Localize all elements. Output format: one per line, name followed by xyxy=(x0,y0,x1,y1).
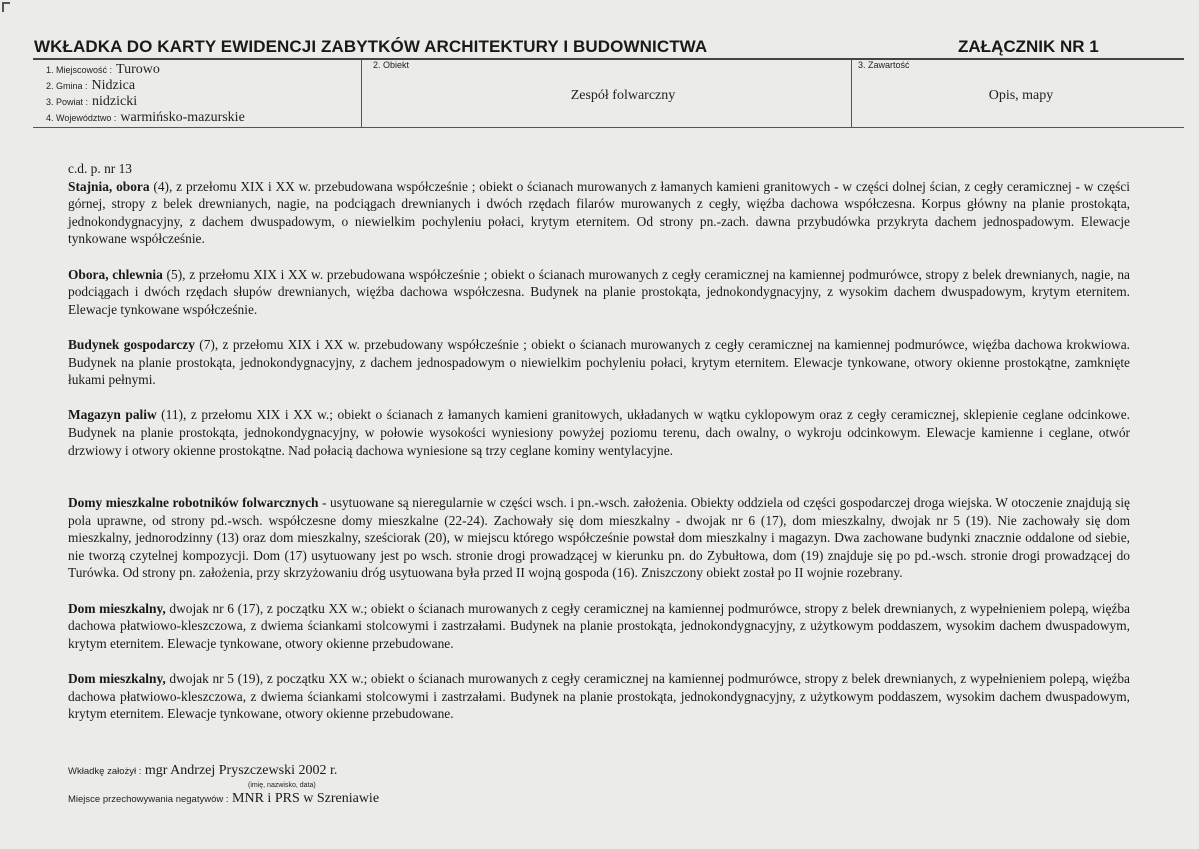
province-value: warmińsko-mazurskie xyxy=(120,110,245,125)
province-row xyxy=(46,108,245,126)
author-note: (imię, nazwisko, data) xyxy=(248,782,316,789)
author-value: mgr Andrzej Pryszczewski 2002 r. xyxy=(144,763,338,778)
continuation-reference: c.d. p. nr 13 xyxy=(68,161,132,176)
column-divider xyxy=(361,59,362,127)
paragraph-heading: Stajnia, obora xyxy=(68,178,150,194)
contents-value: Opis, mapy xyxy=(988,88,1054,103)
paragraph-stable-barn xyxy=(68,178,1130,248)
paragraph-barn-piggery xyxy=(68,266,1130,319)
paragraph-text: (11), z przełomu XIX i XX w.; obiekt o ścianach z łamanych kamieni granitowych, układanych w wątku cyklopowym oraz z cegły ceramicznej, sklepienie ceglane odcinkowe. Budynek na planie prostokąta, jednokondygnacyjny, w połowie wysokości wyniesiony powyżej poziomu terenu, dach owalny, o wykroju odcinkowym. Elewacje kamienne i ceglane, otwór drzwiowy i otwory okienne prostokątne. Nad połacią dachowa wyniesione są trzy ceglane kominy wentylacyjne. xyxy=(68,407,1130,458)
author-label: Wkładkę założył : xyxy=(68,766,142,777)
district-value: nidzicki xyxy=(92,94,138,109)
province-label: 4. Województwo : xyxy=(46,113,117,123)
scan-corner-mark xyxy=(2,2,10,12)
paragraph-heading: Domy mieszkalne robotników folwarcznych xyxy=(68,495,319,511)
paragraph-text: - usytuowane są nieregularnie w części wsch. i pn.-wsch. założenia. Obiekty oddziela od części gospodarczej droga wiejska. W otoczenie znajdują się pola uprawne, od strony pd.-wsch. współczesne domy mieszkalne (22-24). Zachowały się dom mieszkalny - dwojak nr 6 (17), dom mieszkalny, dwojak nr 5 (19). Nie zachowały się dom mieszkalny, jednorodzinny (13) oraz dom mieszkalny, sześciorak (20), w miejscu którego współcześnie powstał dom mieszkalny i magazyn. Dwa zachowane budynki znacznie oddalone od siebie, nie tworzą czytelnej kompozycji. Dom (17) usytuowany jest po wsch. stronie drogi prowadzącej w kierunku pn. do Zybułtowa, dom (19) znajduje się po pd.-wsch. stronie drogi prowadzącej do Turówka. Od strony pn. założenia, przy skrzyżowaniu dróg usytuowana była przed II wojną gospoda (16). Zniszczony obiekt został po II wojnie rozebrany. xyxy=(68,495,1130,581)
contents-label: 3. Zawartość xyxy=(858,60,910,70)
commune-value: Nidzica xyxy=(91,78,136,93)
district-label: 3. Powiat : xyxy=(46,97,89,107)
town-label: 1. Miejscowość : xyxy=(46,65,113,75)
storage-row xyxy=(68,791,379,807)
paragraph-house-19 xyxy=(68,670,1130,723)
paragraph-heading: Budynek gospodarczy xyxy=(68,336,195,352)
paragraph-text: dwojak nr 6 (17), z początku XX w.; obiekt o ścianach murowanych z cegły ceramicznej na kamiennej podmurówce, stropy z belek drewnianych, z wypełnieniem polepą, więźba dachowa płatwiowo-kleszczowa, z dwiema ściankami stolcowymi i zastrzałami. Budynek na planie prostokąta, jednokondygnacyjny, z użytkowym poddaszem, wysokim dachem dwuspadowym, krytym eternitem. Elewacje tynkowane, otwory okienne przebudowane. xyxy=(68,600,1130,651)
form-title: WKŁADKA DO KARTY EWIDENCJI ZABYTKÓW ARCHITEKTURY I BUDOWNICTWA xyxy=(34,37,708,56)
description-body xyxy=(68,160,1130,723)
paragraph-workers-houses xyxy=(68,494,1130,582)
commune-label: 2. Gmina : xyxy=(46,81,88,91)
paragraph-house-17 xyxy=(68,600,1130,653)
author-row xyxy=(68,763,337,779)
town-value: Turowo xyxy=(116,62,160,77)
object-label: 2. Obiekt xyxy=(373,60,410,70)
storage-label: Miejsce przechowywania negatywów : xyxy=(68,794,229,805)
paragraph-text: (4), z przełomu XIX i XX w. przebudowana współcześnie ; obiekt o ścianach murowanych z łamanych kamieni granitowych - w części dolnej ścian, z cegły ceramicznej - w części górnej, stropy z belek drewnianych, nagie, na podciągach drewnianych i dwóch rzędach filarów murowanych z cegły, więźba dachowa współczesna. Korpus główny na planie prostokąta, jednokondygnacyjny, z dachem dwuspadowym, o niewielkim pochyleniu połaci, krytym eternitem. Od strony pn.-zach. dawna przybudówka przykryta dachem jednospadowym. Elewacje tynkowane współcześnie. xyxy=(68,178,1130,247)
paragraph-heading: Obora, chlewnia xyxy=(68,266,163,282)
object-value: Zespół folwarczny xyxy=(570,88,676,103)
paragraph-text: dwojak nr 5 (19), z początku XX w.; obiekt o ścianach murowanych z cegły ceramicznej na kamiennej podmurówce, stropy z belek drewnianych, z wypełnieniem polepą, więźba dachowa płatwiowo-kleszczowa, z dwiema ściankami stolcowymi i zastrzałami. Budynek na planie prostokąta, jednokondygnacyjny, z użytkowym poddaszem, wysokim dachem dwuspadowym, krytym eternitem. Elewacje tynkowane, otwory okienne przebudowane. xyxy=(68,671,1130,722)
storage-value: MNR i PRS w Szreniawie xyxy=(232,791,380,806)
form-header-table xyxy=(33,59,1184,128)
paragraph-heading: Magazyn paliw xyxy=(68,407,157,423)
paragraph-text: (7), z przełomu XIX i XX w. przebudowany współcześnie ; obiekt o ścianach murowanych z cegły ceramicznej na kamiennej podmurówce, więźba dachowa krokwiowa. Budynek na planie prostokąta, jednokondygnacyjny, z dachem jednospadowym o niewielkim pochyleniu połaci, krytym eternitem. Elewacje tynkowane, otwory okienne prostokątne, zamknięte łukami pełnymi. xyxy=(68,336,1130,388)
paragraph-fuel-store xyxy=(68,406,1130,459)
annex-number: ZAŁĄCZNIK NR 1 xyxy=(958,37,1099,56)
paragraph-farm-building xyxy=(68,336,1130,389)
paragraph-heading: Dom mieszkalny, xyxy=(68,600,166,616)
paragraph-text: (5), z przełomu XIX i XX w. przebudowana współcześnie ; obiekt o ścianach murowanych z cegły ceramicznej na kamiennej podmurówce, stropy z belek drewnianych, nagie, na podciągach i dwóch rzędach słupów drewnianych, więźba dachowa współczesna. Budynek na planie prostokąta, jednokondygnacyjny, z wysokim dachem dwuspadowym, krytym eternitem. Elewacje tynkowane współcześnie. xyxy=(68,266,1130,317)
paragraph-heading: Dom mieszkalny, xyxy=(68,671,166,687)
